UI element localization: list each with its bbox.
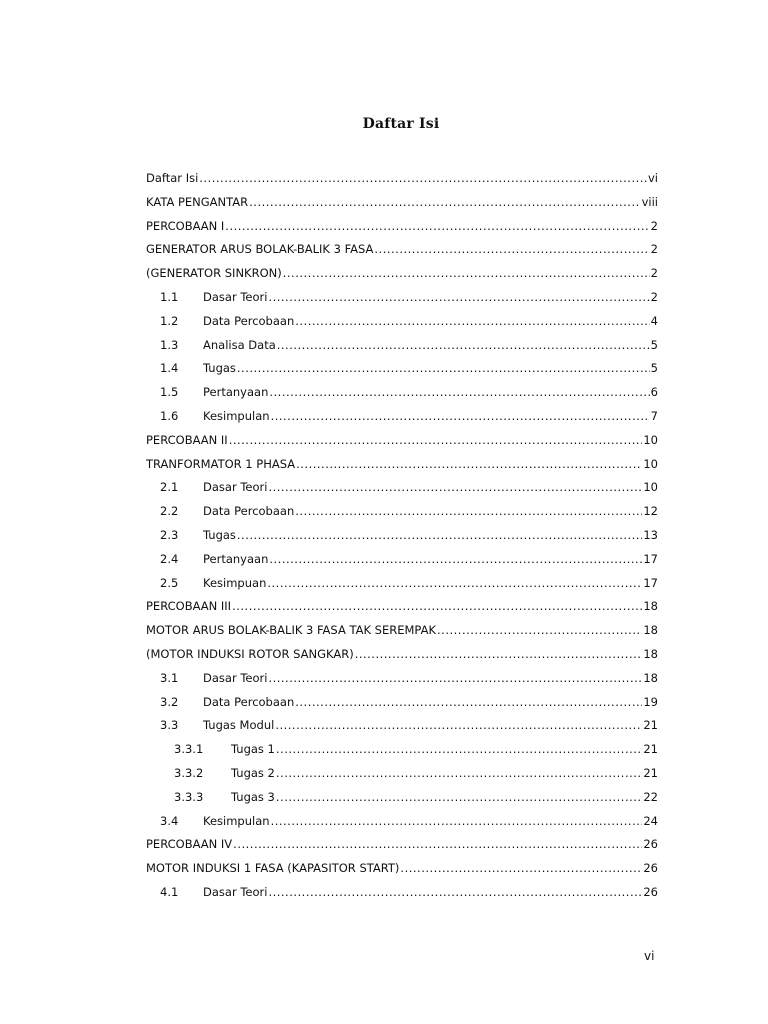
dot-leader <box>296 457 642 471</box>
toc-entry-page: 18 <box>643 670 658 685</box>
dot-leader <box>355 647 643 661</box>
toc-entry[interactable] <box>146 409 658 433</box>
toc-entry-page: 6 <box>650 385 658 400</box>
toc-entry-page: 12 <box>643 504 658 519</box>
toc-entry[interactable] <box>146 361 658 385</box>
toc-entry-page: 10 <box>643 480 658 495</box>
toc-entry-label: (MOTOR INDUKSI ROTOR SANGKAR) <box>146 646 354 661</box>
toc-entry-number: 1.4 <box>160 361 179 376</box>
toc-entry-label: Tugas Modul <box>203 718 275 733</box>
toc-entry[interactable] <box>146 623 658 647</box>
dot-leader <box>269 385 649 399</box>
toc-entry-number: 2.2 <box>160 504 179 519</box>
toc-entry-page: 2 <box>650 289 658 304</box>
toc-entry[interactable] <box>146 695 658 719</box>
toc-entry-label: MOTOR ARUS BOLAK-BALIK 3 FASA TAK SEREMPAK <box>146 623 437 638</box>
toc-entry[interactable] <box>146 837 658 861</box>
toc-entry-number: 3.4 <box>160 813 179 828</box>
toc-entry-page: 10 <box>643 432 658 447</box>
toc-entry[interactable] <box>146 528 658 552</box>
toc-entry-label: Tugas 2 <box>231 765 275 780</box>
toc-entry[interactable] <box>146 504 658 528</box>
toc-entry[interactable] <box>146 385 658 409</box>
toc-entry-page: 19 <box>643 694 658 709</box>
toc-entry[interactable] <box>146 314 658 338</box>
toc-entry-number: 3.3 <box>160 718 179 733</box>
toc-entry-page: viii <box>641 194 658 209</box>
dot-leader <box>374 242 649 256</box>
toc-entry-page: vi <box>647 171 658 185</box>
toc-entry-number: 1.5 <box>160 385 179 400</box>
toc-entry-label: TRANFORMATOR 1 PHASA <box>146 456 296 471</box>
toc-entry-label: Tugas <box>203 361 236 376</box>
toc-entry-number: 2.3 <box>160 527 179 542</box>
toc-entry[interactable] <box>146 290 658 314</box>
toc-entry-page: 5 <box>650 337 658 352</box>
toc-entry-page: 26 <box>643 884 658 899</box>
toc-entry-label: Daftar Isi <box>146 171 199 185</box>
table-of-contents <box>146 171 658 909</box>
dot-leader <box>295 504 642 518</box>
page-title: Daftar Isi <box>362 116 440 132</box>
dot-leader <box>249 195 640 209</box>
toc-entry-label: Tugas <box>203 527 236 542</box>
toc-entry-label: Pertanyaan <box>203 385 269 400</box>
dot-leader <box>268 480 642 494</box>
toc-entry-page: 5 <box>650 361 658 376</box>
dot-leader <box>229 433 643 447</box>
toc-entry-label: Kesimpuan <box>203 575 267 590</box>
toc-entry-label: Kesimpulan <box>203 408 270 423</box>
toc-entry-label: PERCOBAAN III <box>146 599 232 614</box>
dot-leader <box>232 599 642 613</box>
dot-leader <box>283 266 650 280</box>
dot-leader <box>271 814 643 828</box>
toc-entry-label: PERCOBAAN IV <box>146 837 233 852</box>
dot-leader <box>225 219 649 233</box>
toc-entry[interactable] <box>146 338 658 362</box>
toc-entry-label: Dasar Teori <box>203 884 268 899</box>
toc-entry[interactable] <box>146 433 658 457</box>
toc-entry-page: 13 <box>643 527 658 542</box>
toc-entry-number: 3.1 <box>160 670 179 685</box>
toc-entry-label: (GENERATOR SINKRON) <box>146 266 282 281</box>
toc-entry-number: 1.1 <box>160 289 179 304</box>
toc-entry-label: Analisa Data <box>203 337 276 352</box>
toc-entry[interactable] <box>146 647 658 671</box>
toc-entry-number: 2.5 <box>160 575 179 590</box>
toc-entry-page: 21 <box>643 765 658 780</box>
toc-entry[interactable] <box>146 457 658 481</box>
toc-entry-number: 1.2 <box>160 313 179 328</box>
toc-entry-page: 21 <box>643 742 658 757</box>
toc-entry-page: 21 <box>643 718 658 733</box>
toc-entry[interactable] <box>146 242 658 266</box>
toc-entry-label: PERCOBAAN II <box>146 432 228 447</box>
toc-entry-page: 10 <box>643 456 658 471</box>
toc-entry[interactable] <box>146 790 658 814</box>
toc-entry-page: 2 <box>650 218 658 233</box>
toc-entry-label: Tugas 3 <box>231 789 275 804</box>
toc-entry-number: 3.3.2 <box>174 765 204 780</box>
toc-entry-label: Dasar Teori <box>203 480 268 495</box>
toc-entry[interactable] <box>146 861 658 885</box>
toc-entry-page: 2 <box>650 242 658 257</box>
dot-leader <box>277 338 650 352</box>
dot-leader <box>267 576 642 590</box>
dot-leader <box>271 409 650 423</box>
dot-leader <box>237 361 650 375</box>
toc-entry-page: 7 <box>650 408 658 423</box>
toc-entry[interactable] <box>146 766 658 790</box>
toc-entry-label: Kesimpulan <box>203 813 270 828</box>
toc-entry-label: MOTOR INDUKSI 1 FASA (KAPASITOR START) <box>146 861 400 876</box>
toc-entry-page: 18 <box>643 623 658 638</box>
toc-entry-number: 4.1 <box>160 884 179 899</box>
toc-entry-page: 26 <box>643 861 658 876</box>
toc-entry[interactable] <box>146 671 658 695</box>
toc-entry-page: 4 <box>650 313 658 328</box>
dot-leader <box>295 314 649 328</box>
toc-entry[interactable] <box>146 718 658 742</box>
dot-leader <box>276 790 642 804</box>
dot-leader <box>199 171 647 185</box>
toc-entry[interactable] <box>146 266 658 290</box>
toc-entry[interactable] <box>146 599 658 623</box>
toc-entry-label: Dasar Teori <box>203 670 268 685</box>
toc-entry[interactable] <box>146 219 658 243</box>
toc-entry[interactable] <box>146 480 658 504</box>
toc-entry-number: 2.4 <box>160 551 179 566</box>
toc-entry-number: 3.3.1 <box>174 742 204 757</box>
toc-entry[interactable] <box>146 171 658 195</box>
toc-entry-page: 17 <box>643 575 658 590</box>
toc-entry-number: 1.3 <box>160 337 179 352</box>
dot-leader <box>437 623 642 637</box>
toc-entry-label: Data Percobaan <box>203 313 295 328</box>
toc-entry[interactable] <box>146 552 658 576</box>
toc-entry-label: KATA PENGANTAR <box>146 194 249 209</box>
dot-leader <box>268 885 642 899</box>
dot-leader <box>276 742 642 756</box>
toc-entry-label: Tugas 1 <box>231 742 275 757</box>
toc-entry-page: 17 <box>643 551 658 566</box>
dot-leader <box>295 695 642 709</box>
toc-entry-label: GENERATOR ARUS BOLAK-BALIK 3 FASA <box>146 242 374 257</box>
toc-entry-number: 2.1 <box>160 480 179 495</box>
toc-entry[interactable] <box>146 576 658 600</box>
toc-entry-page: 18 <box>643 599 658 614</box>
toc-entry-label: Data Percobaan <box>203 504 295 519</box>
toc-entry-page: 26 <box>643 837 658 852</box>
dot-leader <box>275 718 642 732</box>
toc-entry-page: 2 <box>650 266 658 281</box>
toc-entry-number: 1.6 <box>160 408 179 423</box>
toc-entry-label: Data Percobaan <box>203 694 295 709</box>
dot-leader <box>268 671 642 685</box>
toc-entry-label: PERCOBAAN I <box>146 218 225 233</box>
toc-entry-label: Dasar Teori <box>203 289 268 304</box>
toc-entry[interactable] <box>146 814 658 838</box>
dot-leader <box>276 766 642 780</box>
toc-entry-number: 3.2 <box>160 694 179 709</box>
dot-leader <box>237 528 642 542</box>
toc-entry[interactable] <box>146 195 658 219</box>
toc-entry-page: 24 <box>643 813 658 828</box>
toc-entry[interactable] <box>146 742 658 766</box>
toc-entry-label: Pertanyaan <box>203 551 269 566</box>
toc-entry-number: 3.3.3 <box>174 789 204 804</box>
dot-leader <box>400 861 642 875</box>
dot-leader <box>268 290 649 304</box>
dot-leader <box>269 552 642 566</box>
footer-page-number: vi <box>644 949 655 963</box>
toc-entry[interactable] <box>146 885 658 909</box>
dot-leader <box>233 837 642 851</box>
toc-entry-page: 22 <box>643 789 658 804</box>
toc-entry-page: 18 <box>643 646 658 661</box>
